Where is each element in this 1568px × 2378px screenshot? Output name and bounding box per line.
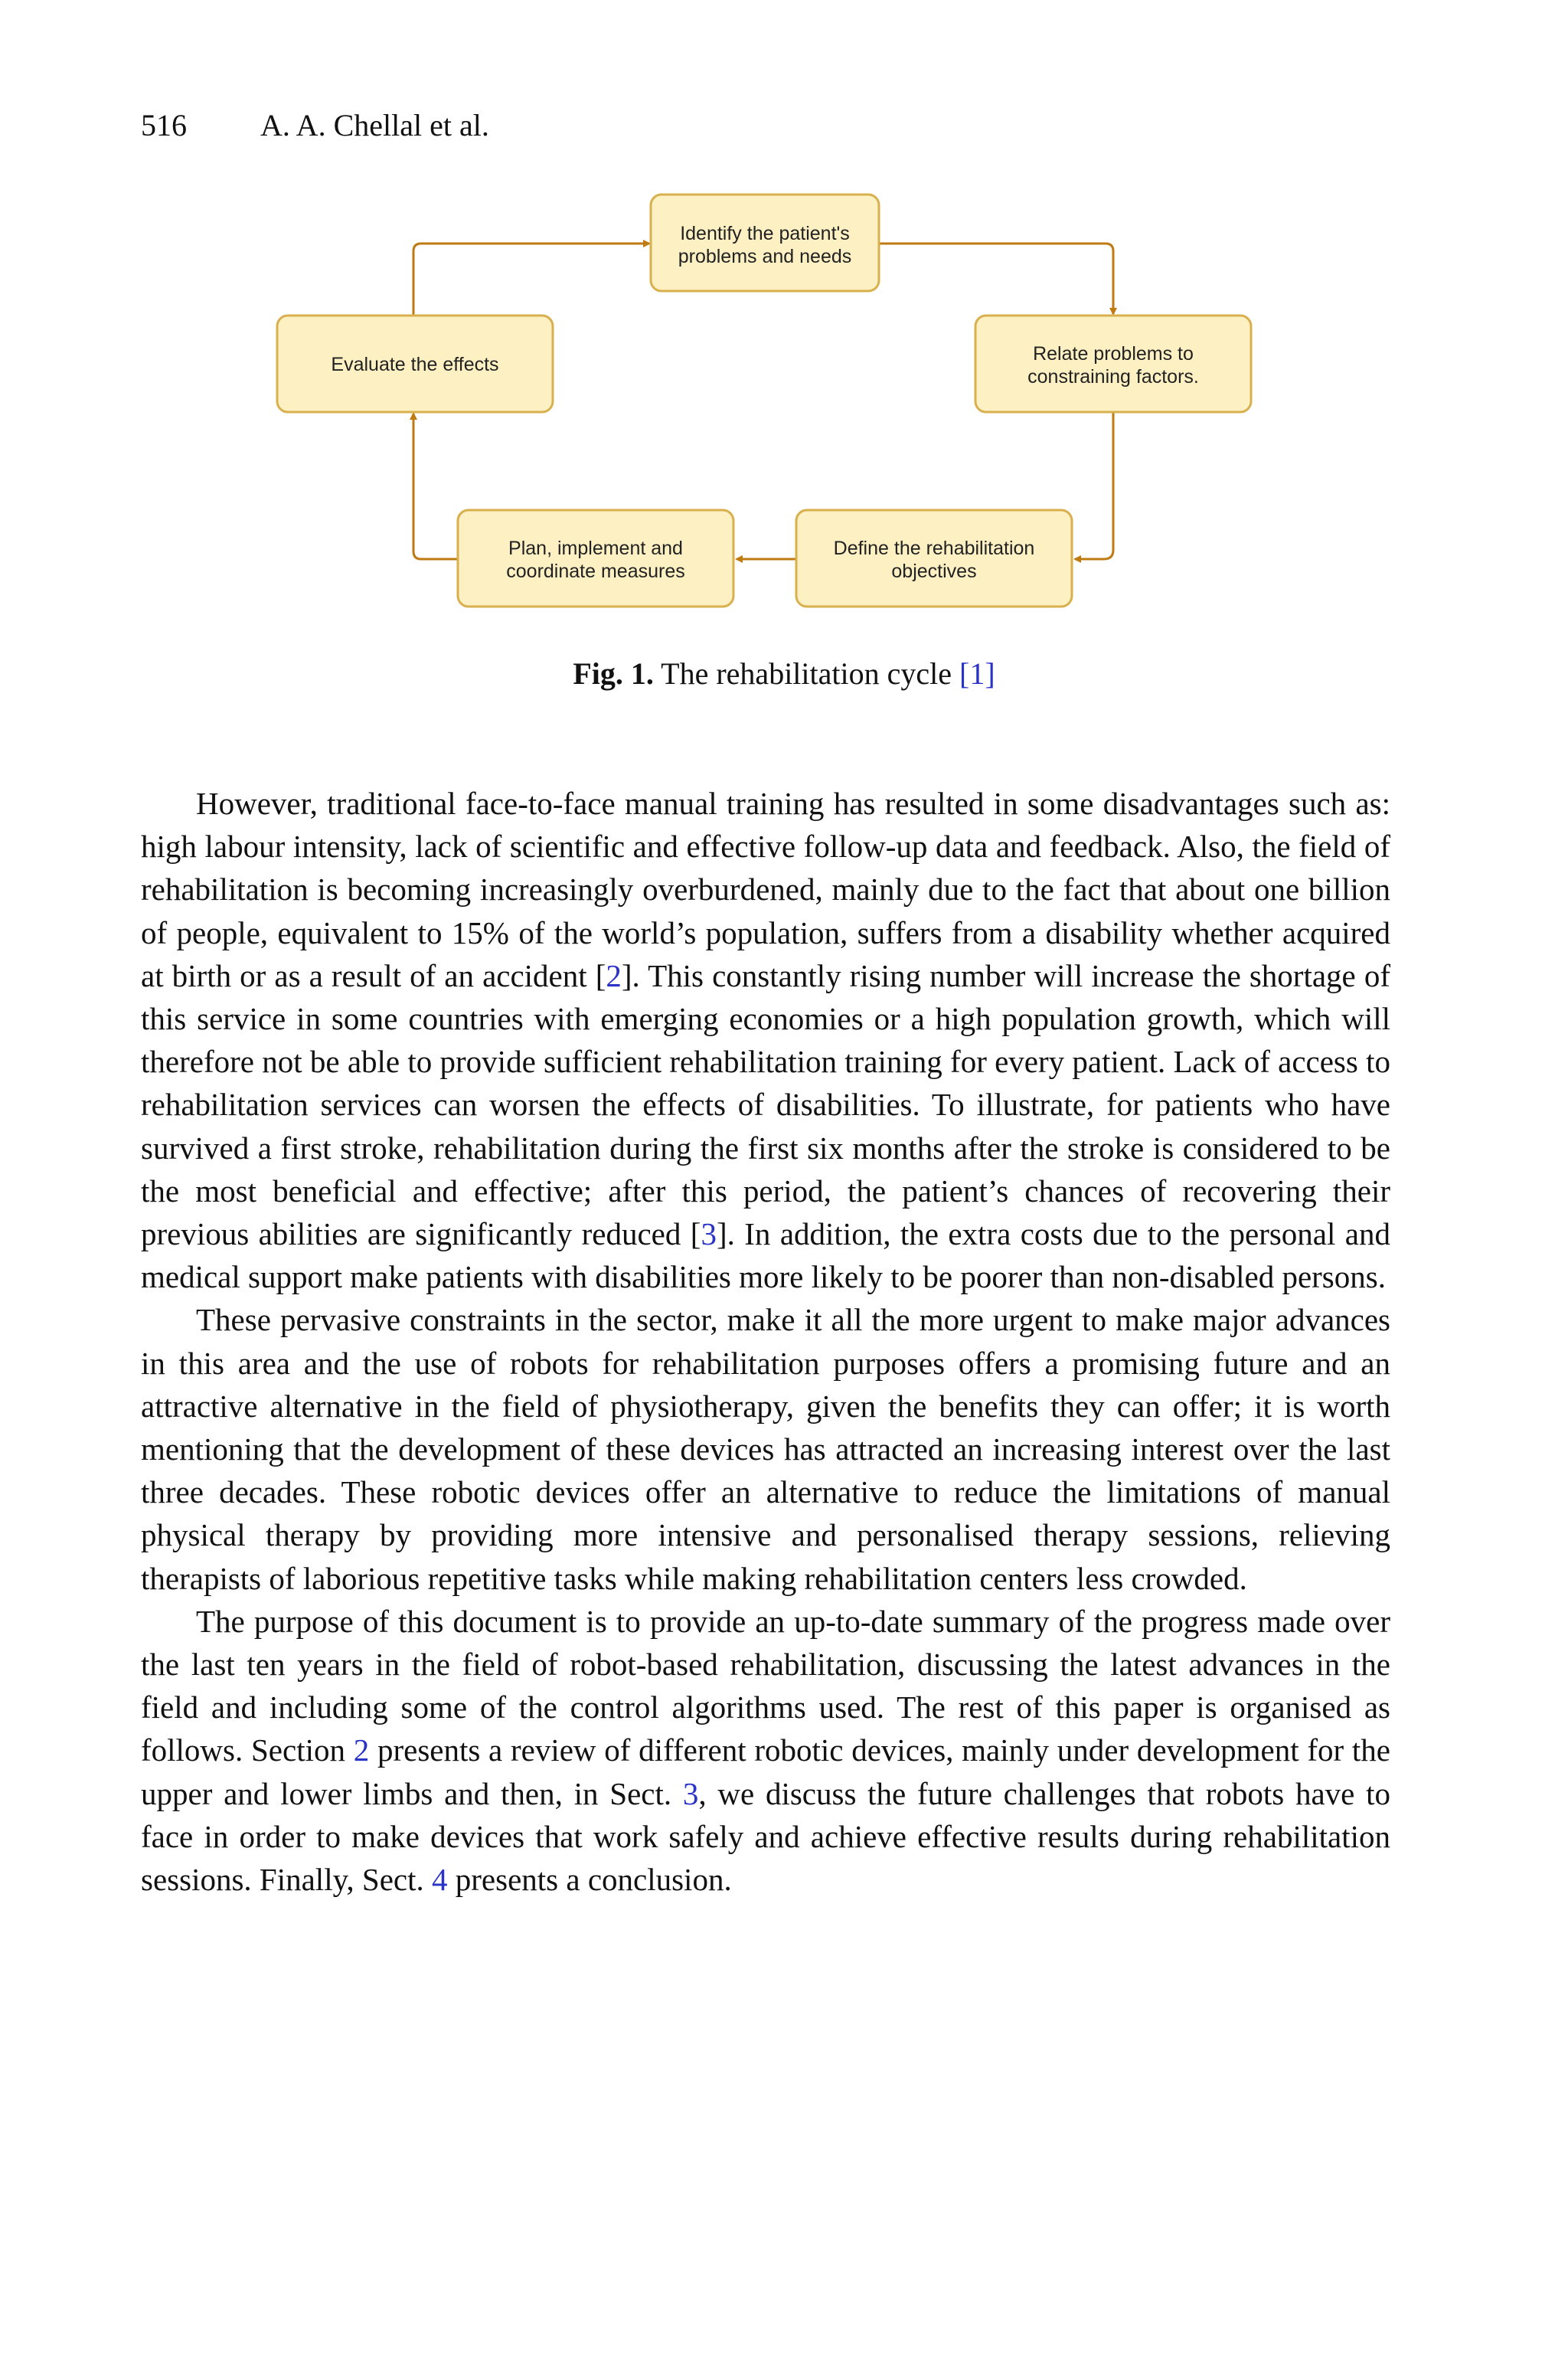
node-evaluate [277, 316, 553, 412]
paragraph-3 [141, 1600, 1390, 1901]
page-number: 516 [141, 108, 187, 142]
caption-citation[interactable]: [1] [959, 656, 995, 691]
caption-text: The rehabilitation cycle [661, 656, 952, 691]
figure-caption [0, 654, 1568, 694]
p3-text-c: , we discuss the future challenges that robots have to face in order to make devices that work safely and achieve effective results during rehabilitation sessions. Finally, Sect. [141, 1775, 1390, 1898]
node-relate-line1: Relate problems to [1033, 343, 1194, 365]
node-identify-line1: Identify the patient's [680, 223, 850, 244]
node-relate [975, 316, 1251, 412]
arrow-evaluate-to-identify [413, 244, 649, 316]
caption-label: Fig. 1. [573, 656, 654, 691]
citation-link-3[interactable]: 3 [701, 1216, 717, 1252]
paragraph-1 [141, 782, 1390, 1298]
node-plan [458, 510, 733, 607]
body-text [141, 782, 1390, 1901]
node-plan-line2: coordinate measures [506, 561, 685, 582]
arrow-identify-to-relate [879, 244, 1113, 314]
citation-link-2[interactable]: 2 [606, 957, 622, 993]
section-link-2[interactable]: 2 [353, 1732, 370, 1768]
node-define [796, 510, 1072, 607]
arrow-relate-to-define [1075, 412, 1113, 559]
p3-text-a: The purpose of this document is to provide an up-to-date summary of the progress made over the last ten years in the field of robot-based rehabilitation, discussing the latest advances in the field and including some of the control algorithms used. The rest of this paper is organised as follows. Section [141, 1603, 1390, 1768]
rehabilitation-cycle-diagram [0, 0, 1568, 735]
node-identify [651, 195, 879, 291]
section-link-3[interactable]: 3 [682, 1775, 699, 1811]
paragraph-2: These pervasive constraints in the sector, make it all the more urgent to make major advances in this area and the use of robots for rehabilitation purposes offers a promising future and an attractive alternative in the field of physiotherapy, given the benefits they can offer; it is worth mentioning that the development of these devices has attracted an increasing interest over the last three decades. These robotic devices offer an alternative to reduce the limitations of manual physical therapy by providing more intensive and personalised therapy sessions, relieving therapists of laborious repetitive tasks while making rehabilitation centers less crowded. [141, 1302, 1390, 1596]
arrow-plan-to-evaluate [413, 414, 458, 559]
author-line: A. A. Chellal et al. [260, 108, 489, 142]
node-define-line1: Define the rehabilitation [833, 538, 1035, 559]
node-evaluate-line1: Evaluate the effects [331, 354, 499, 375]
diagram-svg [0, 0, 1568, 735]
p1-text-a: However, traditional face-to-face manual training has resulted in some disadvantages such as: high labour intensity, lack of scientific and effective follow-up data and feedback. Also, the field of rehabilitation is becoming increasingly overburdened, mainly due to the fact that about one billion of people, equivalent to 15% of the world’s population, suffers from a disability whether acquired at birth or as a result of an accident [ [141, 786, 1390, 993]
p3-text-d: presents a conclusion. [447, 1862, 732, 1898]
section-link-4[interactable]: 4 [432, 1862, 448, 1898]
p1-text-c: ]. In addition, the extra costs due to the personal and medical support make patients with disabilities more likely to be poorer than non-disabled persons. [141, 1216, 1390, 1295]
node-define-line2: objectives [891, 561, 977, 582]
p3-text-b: presents a review of different robotic devices, mainly under development for the upper and lower limbs and then, in Sect. [141, 1732, 1390, 1811]
node-identify-line2: problems and needs [678, 246, 852, 267]
node-relate-line2: constraining factors. [1027, 366, 1199, 388]
node-plan-line1: Plan, implement and [508, 538, 683, 559]
p1-text-b: ]. This constantly rising number will increase the shortage of this service in some countries with emerging economies or a high population growth, which will therefore not be able to provide sufficient rehabilitation training for every patient. Lack of access to rehabilitation services can worsen the effects of disabilities. To illustrate, for patients who have survived a first stroke, rehabilitation during the first six months after the stroke is considered to be the most beneficial and effective; after this period, the patient’s chances of recovering their previous abilities are significantly reduced [ [141, 957, 1390, 1252]
